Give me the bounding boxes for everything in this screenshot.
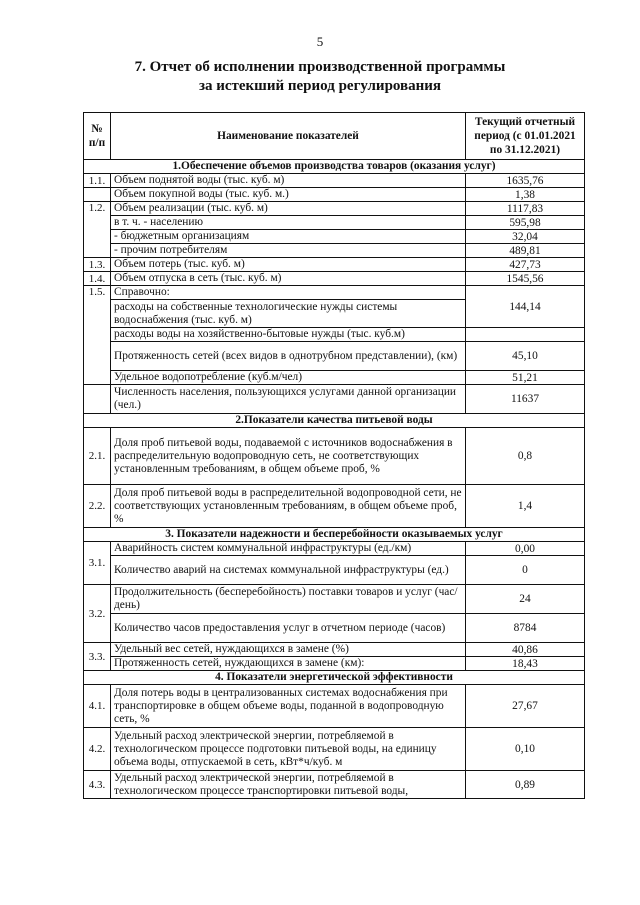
row-name: расходы на собственные технологические нужды системы водоснабжения (тыс. куб. м) [111, 300, 466, 328]
row-name: Доля потерь воды в централизованных системах водоснабжения при транспортировке в общем объеме воды, поданной в водопроводную сеть, % [111, 685, 466, 728]
table-row [84, 230, 585, 244]
row-name: расходы воды на хозяйственно-бытовые нужды (тыс. куб.м) [111, 328, 466, 342]
row-value: 24 [466, 585, 585, 614]
table-row [84, 371, 585, 385]
table-row [84, 202, 585, 216]
row-value: 144,14 [466, 286, 585, 328]
section-row [84, 671, 585, 685]
row-name: Протяженность сетей, нуждающихся в замене (км): [111, 657, 466, 671]
section-row [84, 528, 585, 542]
row-value: 27,67 [466, 685, 585, 728]
title-line-2: за истекший период регулирования [198, 78, 442, 94]
row-name: Объем покупной воды (тыс. куб. м.) [111, 188, 466, 202]
row-num: 1.5. [84, 286, 111, 385]
row-num [84, 385, 111, 414]
row-name: Объем отпуска в сеть (тыс. куб. м) [111, 272, 466, 286]
row-name: в т. ч. - населению [111, 216, 466, 230]
table-row [84, 258, 585, 272]
row-value: 45,10 [466, 342, 585, 371]
row-num: 3.3. [84, 643, 111, 671]
section-3-title: 3. Показатели надежности и бесперебойности оказываемых услуг [84, 528, 585, 542]
table-row [84, 771, 585, 799]
table-row [84, 272, 585, 286]
table-row [84, 657, 585, 671]
table-row [84, 328, 585, 342]
table-row [84, 428, 585, 485]
row-name: Справочно: [111, 286, 466, 300]
table-row [84, 542, 585, 556]
row-name: Доля проб питьевой воды в распределительной водопроводной сети, не соответствующих установленным требованиям, в общем объеме проб, % [111, 485, 466, 528]
row-num: 1.1. [84, 174, 111, 188]
title-line-1: 7. Отчет об исполнении производственной программы [134, 59, 506, 75]
row-name: Аварийность систем коммунальной инфраструктуры (ед./км) [111, 542, 466, 556]
row-value: 595,98 [466, 216, 585, 230]
header-period: Текущий отчетный период (с 01.01.2021 по 31.12.2021) [466, 113, 585, 160]
row-name: Объем поднятой воды (тыс. куб. м) [111, 174, 466, 188]
section-row [84, 414, 585, 428]
row-value: 1545,56 [466, 272, 585, 286]
row-value: 0,8 [466, 428, 585, 485]
header-row [84, 113, 585, 160]
row-value: 0,10 [466, 728, 585, 771]
table-row [84, 585, 585, 614]
row-value: 1,4 [466, 485, 585, 528]
row-num: 3.1. [84, 542, 111, 585]
section-1-title: 1.Обеспечение объемов производства товаров (оказания услуг) [84, 160, 585, 174]
row-value: 32,04 [466, 230, 585, 244]
row-value: 1117,83 [466, 202, 585, 216]
row-name: Удельный расход электрической энергии, потребляемой в технологическом процессе подготовки питьевой воды, на единицу объема воды, отпускаемой в сеть, кВт*ч/куб. м [111, 728, 466, 771]
header-num: № п/п [84, 113, 111, 160]
row-num: 2.1. [84, 428, 111, 485]
row-value: 0,89 [466, 771, 585, 799]
row-value: 51,21 [466, 371, 585, 385]
row-num: 3.2. [84, 585, 111, 643]
row-value: 11637 [466, 385, 585, 414]
row-num: 1.3. [84, 258, 111, 272]
row-name: Количество часов предоставления услуг в отчетном периоде (часов) [111, 614, 466, 643]
table-row [84, 385, 585, 414]
table-row [84, 286, 585, 300]
row-name: Удельный вес сетей, нуждающихся в замене (%) [111, 643, 466, 657]
table-row [84, 643, 585, 657]
header-name: Наименование показателей [111, 113, 466, 160]
row-name: Удельное водопотребление (куб.м/чел) [111, 371, 466, 385]
row-name: - бюджетным организациям [111, 230, 466, 244]
section-row [84, 160, 585, 174]
page-number: 5 [316, 34, 324, 49]
row-name: - прочим потребителям [111, 244, 466, 258]
row-value: 8784 [466, 614, 585, 643]
table-row [84, 728, 585, 771]
row-value: 0,00 [466, 542, 585, 556]
row-name: Удельный расход электрической энергии, потребляемой в технологическом процессе транспортировки питьевой воды, [111, 771, 466, 799]
table-row [84, 244, 585, 258]
row-value [466, 328, 585, 342]
section-4-title: 4. Показатели энергетической эффективности [84, 671, 585, 685]
row-name: Протяженность сетей (всех видов в однотрубном представлении), (км) [111, 342, 466, 371]
document-title [0, 58, 640, 96]
table-row [84, 216, 585, 230]
row-value: 427,73 [466, 258, 585, 272]
row-num: 4.2. [84, 728, 111, 771]
row-num: 4.3. [84, 771, 111, 799]
section-2-title: 2.Показатели качества питьевой воды [84, 414, 585, 428]
report-table [83, 112, 585, 799]
row-name: Объем потерь (тыс. куб. м) [111, 258, 466, 272]
table-row [84, 685, 585, 728]
row-value: 40,86 [466, 643, 585, 657]
row-value: 18,43 [466, 657, 585, 671]
table-row [84, 188, 585, 202]
row-name: Доля проб питьевой воды, подаваемой с источников водоснабжения в распределительную водопроводную сеть, не соответствующих установленным требованиям, в общем объеме проб, % [111, 428, 466, 485]
row-value: 0 [466, 556, 585, 585]
row-num: 1.2. [84, 202, 111, 258]
table-row [84, 556, 585, 585]
row-name: Количество аварий на системах коммунальной инфраструктуры (ед.) [111, 556, 466, 585]
row-num [84, 188, 111, 202]
row-value: 489,81 [466, 244, 585, 258]
row-num: 4.1. [84, 685, 111, 728]
table-row [84, 614, 585, 643]
table-row [84, 342, 585, 371]
row-name: Численность населения, пользующихся услугами данной организации (чел.) [111, 385, 466, 414]
row-name: Продолжительность (бесперебойность) поставки товаров и услуг (час/день) [111, 585, 466, 614]
row-num: 1.4. [84, 272, 111, 286]
row-value: 1635,76 [466, 174, 585, 188]
table-row [84, 174, 585, 188]
table-row [84, 485, 585, 528]
row-value: 1,38 [466, 188, 585, 202]
row-num: 2.2. [84, 485, 111, 528]
row-name: Объем реализации (тыс. куб. м) [111, 202, 466, 216]
